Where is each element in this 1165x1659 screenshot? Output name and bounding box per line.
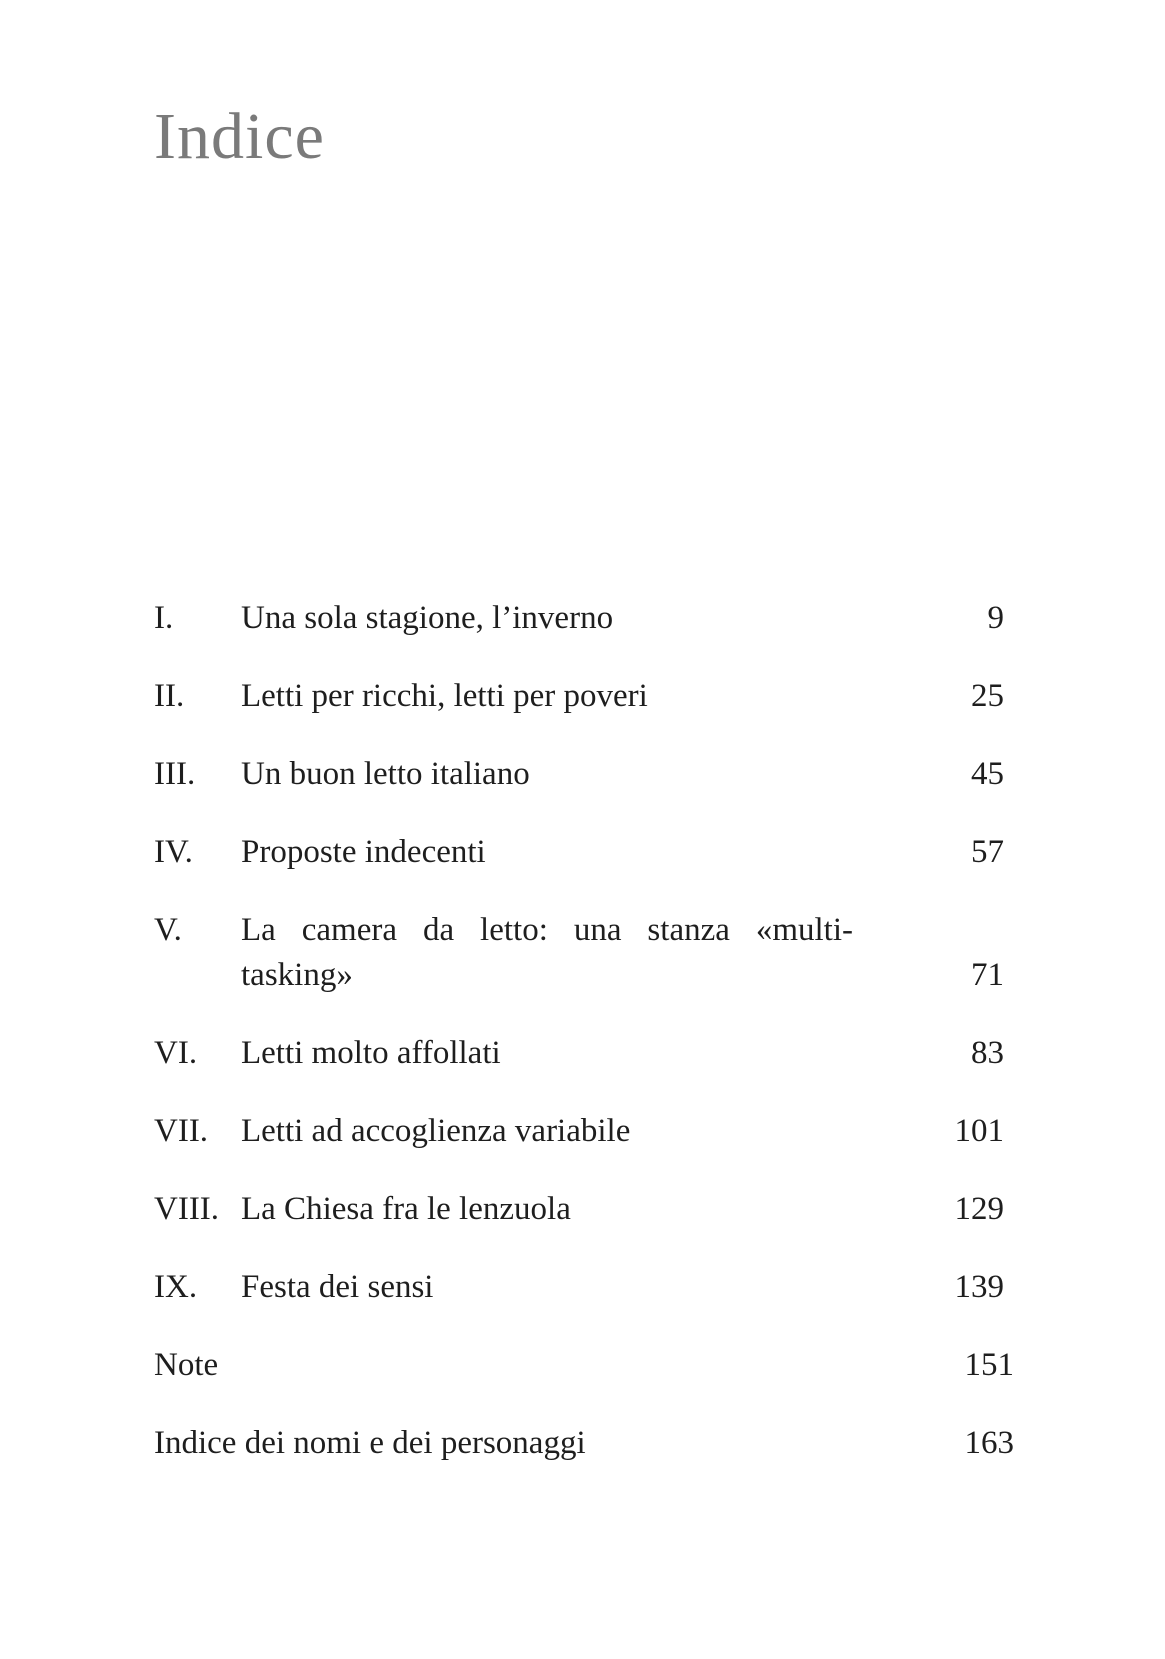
chapter-numeral: IV. (154, 834, 193, 870)
toc-entry-chapter-4[interactable] (0, 830, 1165, 874)
chapter-page-number: 129 (954, 1191, 1004, 1227)
toc-entry-chapter-7[interactable] (0, 1109, 1165, 1153)
chapter-page-number: 83 (971, 1035, 1004, 1071)
back-matter-page-number: 163 (964, 1425, 1014, 1461)
toc-entry-chapter-2[interactable] (0, 674, 1165, 718)
chapter-numeral: VII. (154, 1113, 209, 1149)
back-matter-title: Indice dei nomi e dei personaggi (154, 1425, 586, 1461)
back-matter-title: Note (154, 1347, 219, 1383)
chapter-numeral: I. (154, 600, 174, 636)
chapter-numeral: IX. (154, 1269, 198, 1305)
back-matter-page-number: 151 (964, 1347, 1014, 1383)
toc-entry-note[interactable] (0, 1343, 1165, 1387)
chapter-title: Letti molto affollati (241, 1035, 501, 1071)
chapter-page-number: 45 (971, 756, 1004, 792)
chapter-title: Festa dei sensi (241, 1269, 434, 1305)
chapter-page-number: 101 (954, 1113, 1004, 1149)
chapter-numeral: V. (154, 912, 182, 948)
toc-entry-chapter-1[interactable] (0, 596, 1165, 640)
chapter-page-number: 71 (971, 957, 1004, 993)
chapter-title: Letti ad accoglienza variabile (241, 1113, 631, 1149)
toc-entry-chapter-9[interactable] (0, 1265, 1165, 1309)
toc-entry-index-of-names[interactable] (0, 1421, 1165, 1465)
chapter-title-line-1: La camera da letto: una stanza «multi- (241, 912, 853, 948)
chapter-page-number: 25 (971, 678, 1004, 714)
chapter-numeral: II. (154, 678, 185, 714)
chapter-numeral: VI. (154, 1035, 198, 1071)
chapter-page-number: 9 (987, 600, 1004, 636)
chapter-title: Proposte indecenti (241, 834, 486, 870)
toc-entry-chapter-3[interactable] (0, 752, 1165, 796)
chapter-title: Un buon letto italiano (241, 756, 530, 792)
toc-entry-chapter-6[interactable] (0, 1031, 1165, 1075)
chapter-numeral: VIII. (154, 1191, 220, 1227)
chapter-page-number: 139 (954, 1269, 1004, 1305)
chapter-title-line-2: tasking» (241, 957, 353, 993)
chapter-title: Una sola stagione, l’inverno (241, 600, 614, 636)
chapter-title: Letti per ricchi, letti per poveri (241, 678, 648, 714)
chapter-page-number: 57 (971, 834, 1004, 870)
toc-entry-chapter-5[interactable] (0, 908, 1165, 1000)
chapter-title: La Chiesa fra le lenzuola (241, 1191, 571, 1227)
page-title: Indice (154, 100, 325, 173)
toc-entry-chapter-8[interactable] (0, 1187, 1165, 1231)
chapter-numeral: III. (154, 756, 196, 792)
